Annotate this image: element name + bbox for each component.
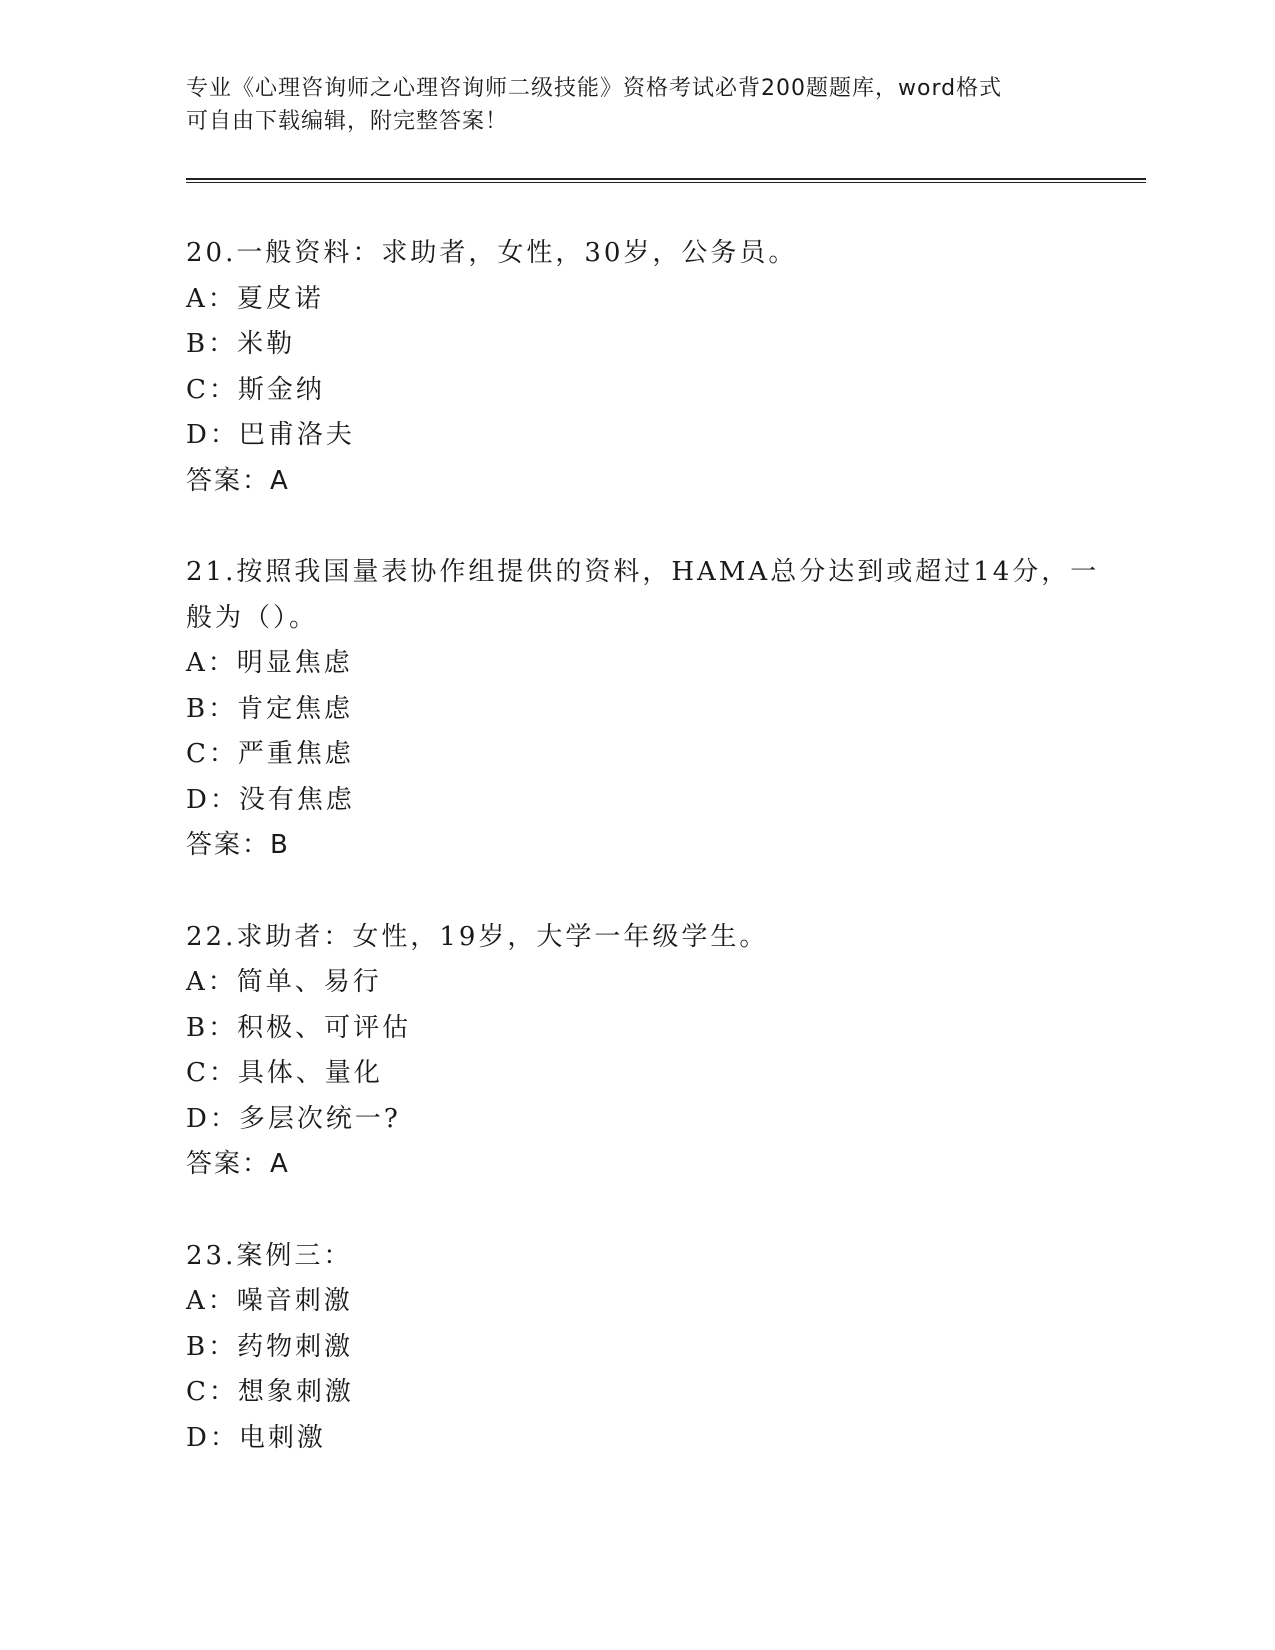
option-b: B：药物刺激 [186, 1331, 354, 1362]
option-a: A：噪音刺激 [186, 1286, 353, 1316]
header-line-2: 可自由下载编辑，附完整答案！ [186, 109, 509, 134]
question-stem: 23.案例三： [186, 1240, 353, 1271]
question-23 [186, 1234, 1066, 1462]
document-header [186, 72, 1086, 138]
option-a: A：明显焦虑 [186, 648, 353, 678]
answer: 答案：B [186, 830, 290, 860]
option-c: C：具体、量化 [186, 1058, 383, 1088]
question-stem: 20.一般资料：求助者，女性，30岁，公务员。 [186, 238, 798, 268]
option-c: C：斯金纳 [186, 374, 325, 405]
option-b: B：米勒 [186, 329, 296, 359]
option-c: C：想象刺激 [186, 1377, 354, 1407]
option-a: A：简单、易行 [186, 967, 382, 997]
answer: 答案：A [186, 1149, 290, 1179]
question-21 [186, 550, 1100, 869]
option-d: D：没有焦虑 [186, 784, 355, 815]
option-a: A：夏皮诺 [186, 283, 324, 314]
question-stem-continued: 般为（）。 [186, 602, 319, 633]
question-stem: 22.求助者：女性，19岁，大学一年级学生。 [186, 921, 769, 952]
option-c: C：严重焦虑 [186, 739, 354, 769]
header-divider [186, 178, 1146, 183]
question-stem: 21.按照我国量表协作组提供的资料，HAMA总分达到或超过14分，一 [186, 557, 1100, 587]
question-20 [186, 231, 1066, 504]
option-d: D：电刺激 [186, 1422, 326, 1453]
answer: 答案：A [186, 465, 290, 496]
header-line-1: 专业《心理咨询师之心理咨询师二级技能》资格考试必背200题题库，word格式 [186, 76, 1003, 101]
option-b: B：肯定焦虑 [186, 693, 354, 724]
question-22 [186, 915, 1066, 1188]
option-b: B：积极、可评估 [186, 1012, 412, 1043]
question-list [186, 231, 1100, 1507]
option-d: D：多层次统一? [186, 1103, 401, 1134]
option-d: D：巴甫洛夫 [186, 420, 355, 450]
